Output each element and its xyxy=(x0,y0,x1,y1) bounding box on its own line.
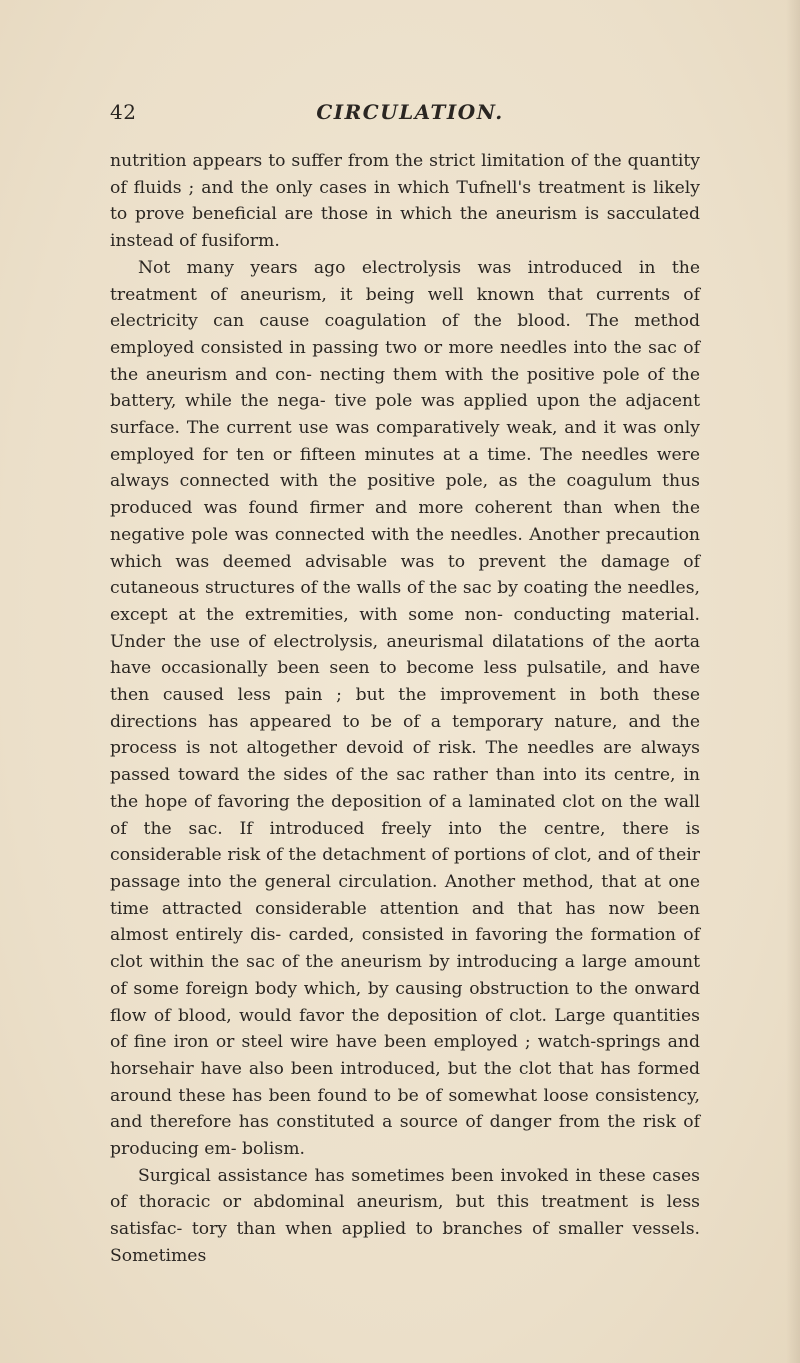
page-edge-shadow xyxy=(786,0,800,1363)
running-title: CIRCULATION. xyxy=(316,100,504,124)
running-head xyxy=(110,100,710,130)
paragraph-electrolysis: Not many years ago electrolysis was introduced in the treatment of aneurism, it being well known that currents of electricity can cause coagulation of the blood. The method employed consisted in passing two or more needles into the sac of the aneurism and con- necting them with the positive pole of the battery, while the nega- tive pole was applied upon the adjacent surface. The current use was comparatively weak, and it was only employed for ten or fifteen minutes at a time. The needles were always connected with the positive pole, as the coagulum thus produced was found firmer and more coherent than when the negative pole was connected with the needles. Another precaution which was deemed advisable was to prevent the damage of cutaneous structures of the walls of the sac by coating the needles, except at the extremities, with some non- conducting material. Under the use of electrolysis, aneurismal dilatations of the aorta have occasionally been seen to become less pulsatile, and have then caused less pain ; but the improvement in both these directions has appeared to be of a temporary nature, and the process is not altogether devoid of risk. The needles are always passed toward the sides of the sac rather than into its centre, in the hope of favoring the deposition of a laminated clot on the wall of the sac. If introduced freely into the centre, there is considerable risk of the detachment of portions of clot, and of their passage into the general circulation. Another method, that at one time attracted considerable attention and that has now been almost entirely dis- carded, consisted in favoring the formation of clot within the sac of the aneurism by introducing a large amount of some foreign body which, by causing obstruction to the onward flow of blood, would favor the deposition of clot. Large quantities of fine iron or steel wire have been employed ; watch-springs and horsehair have also been introduced, but the clot that has formed around these has been found to be of somewhat loose consistency, and therefore has constituted a source of danger from the risk of producing em- bolism. xyxy=(110,257,700,1160)
paragraph-surgical-assistance: Surgical assistance has sometimes been invoked in these cases of thoracic or abdominal aneurism, but this treatment is less satisfac- tory than when applied to branches of smaller vessels. Sometimes xyxy=(110,1165,700,1266)
page-number: 42 xyxy=(110,100,137,124)
body-text xyxy=(110,148,700,1270)
paragraph-continuation: nutrition appears to suffer from the strict limitation of the quantity of fluids ; and the only cases in which Tufnell's treatment is likely to prove beneficial are those in which the aneurism is sacculated instead of fusiform. xyxy=(110,151,700,252)
